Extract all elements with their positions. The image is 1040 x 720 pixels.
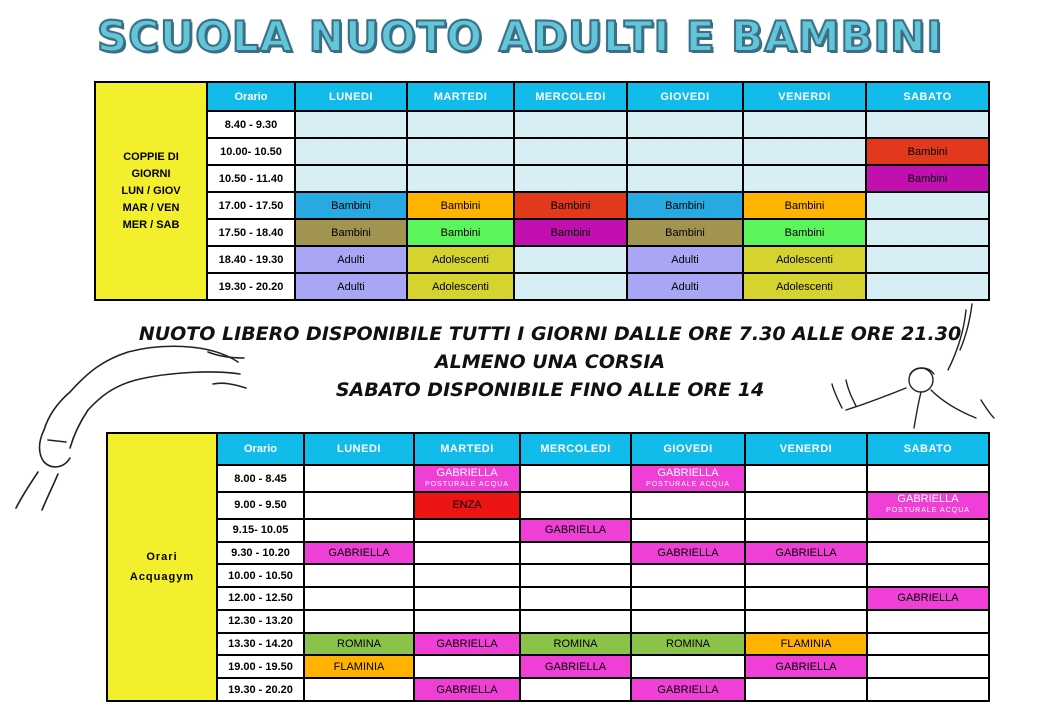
notice-line-1: NUOTO LIBERO DISPONIBILE TUTTI I GIORNI DALLE ORE 7.30 ALLE ORE 21.30 [138, 323, 962, 345]
class-label: Bambini [665, 199, 705, 212]
time-slot: 18.40 - 19.30 [207, 246, 295, 273]
class-label: Adulti [337, 280, 365, 293]
class-cell [407, 246, 514, 273]
schedule-row [107, 519, 989, 542]
class-cell [407, 219, 514, 246]
class-cell [520, 633, 631, 656]
empty-cell [631, 655, 745, 678]
swim-school-schedule-table [94, 81, 990, 301]
class-cell [866, 165, 989, 192]
empty-cell [304, 465, 414, 492]
empty-cell [304, 678, 414, 701]
empty-cell [743, 111, 866, 138]
column-header-day: MERCOLEDI [514, 82, 627, 111]
class-label: GABRIELLA [436, 637, 498, 650]
class-cell [514, 192, 627, 219]
time-slot: 12.30 - 13.20 [217, 610, 304, 633]
class-cell [514, 219, 627, 246]
empty-cell [867, 633, 989, 656]
class-label: GABRIELLA [436, 683, 498, 696]
empty-cell [304, 564, 414, 587]
class-label: Adulti [671, 280, 699, 293]
empty-cell [414, 610, 520, 633]
class-label: GABRIELLA [436, 466, 498, 479]
column-header-day: SABATO [867, 433, 989, 465]
empty-cell [514, 111, 627, 138]
class-cell [295, 273, 407, 300]
empty-cell [631, 519, 745, 542]
class-label: Bambini [440, 226, 481, 239]
empty-cell [414, 587, 520, 610]
empty-cell [866, 246, 989, 273]
empty-cell [514, 246, 627, 273]
schedule-row [95, 219, 989, 246]
empty-cell [745, 519, 867, 542]
class-label: Bambini [440, 199, 481, 212]
class-cell [627, 219, 743, 246]
empty-cell [304, 492, 414, 519]
column-header-day: VENERDI [745, 433, 867, 465]
class-cell [866, 138, 989, 165]
empty-cell [867, 519, 989, 542]
class-cell [631, 633, 745, 656]
schedule-row [107, 655, 989, 678]
class-label: GABRIELLA [657, 466, 719, 479]
empty-cell [866, 219, 989, 246]
column-header-day: LUNEDI [304, 433, 414, 465]
empty-cell [745, 564, 867, 587]
class-cell [414, 678, 520, 701]
class-cell [407, 273, 514, 300]
time-slot: 19.00 - 19.50 [217, 655, 304, 678]
column-header-day: MARTEDI [407, 82, 514, 111]
empty-cell [514, 165, 627, 192]
class-cell [743, 273, 866, 300]
empty-cell [520, 610, 631, 633]
class-label: Bambini [331, 199, 371, 212]
class-cell [295, 246, 407, 273]
schedule-row [107, 678, 989, 701]
group-label-line: GIORNI [131, 167, 171, 180]
class-cell [627, 192, 743, 219]
empty-cell [631, 587, 745, 610]
schedule-row [95, 165, 989, 192]
class-cell [295, 192, 407, 219]
empty-cell [867, 655, 989, 678]
group-label-line: Acquagym [129, 571, 195, 583]
class-cell [867, 587, 989, 610]
class-cell [304, 655, 414, 678]
class-label: GABRIELLA [657, 683, 719, 696]
column-header-time: Orario [207, 82, 295, 111]
schedule-row [95, 138, 989, 165]
class-label: Bambini [665, 226, 705, 239]
time-slot: 10.50 - 11.40 [207, 165, 295, 192]
empty-cell [414, 519, 520, 542]
class-cell [414, 492, 520, 519]
time-slot: 13.30 - 14.20 [217, 633, 304, 656]
class-label: GABRIELLA [657, 546, 719, 559]
empty-cell [867, 678, 989, 701]
time-slot: 12.00 - 12.50 [217, 587, 304, 610]
empty-cell [631, 492, 745, 519]
class-cell [631, 465, 745, 492]
empty-cell [304, 587, 414, 610]
class-label: ROMINA [337, 637, 381, 650]
schedule-row [107, 633, 989, 656]
empty-cell [295, 165, 407, 192]
empty-cell [866, 273, 989, 300]
class-sublabel: POSTURALE ACQUA [646, 480, 730, 488]
class-cell [743, 246, 866, 273]
group-label [107, 433, 217, 701]
notice-line-2: ALMENO UNA CORSIA [434, 351, 666, 373]
empty-cell [520, 564, 631, 587]
empty-cell [514, 273, 627, 300]
group-label-line: MER / SAB [122, 218, 180, 231]
time-slot: 10.00 - 10.50 [217, 564, 304, 587]
empty-cell [867, 465, 989, 492]
class-cell [627, 246, 743, 273]
empty-cell [520, 492, 631, 519]
class-label: Adolescenti [432, 253, 489, 266]
class-cell [743, 219, 866, 246]
class-sublabel: POSTURALE ACQUA [886, 507, 970, 515]
empty-cell [407, 165, 514, 192]
time-slot: 17.00 - 17.50 [207, 192, 295, 219]
empty-cell [867, 542, 989, 565]
schedule-row [107, 610, 989, 633]
empty-cell [631, 610, 745, 633]
class-label: GABRIELLA [775, 546, 837, 559]
aquagym-schedule-table [106, 432, 990, 702]
class-cell [745, 655, 867, 678]
empty-cell [745, 492, 867, 519]
class-label: Adolescenti [776, 280, 833, 293]
class-label: Bambini [784, 199, 825, 212]
column-header-time: Orario [217, 433, 304, 465]
column-header-day: MARTEDI [414, 433, 520, 465]
schedule-row [107, 587, 989, 610]
empty-cell [627, 111, 743, 138]
empty-cell [745, 610, 867, 633]
class-cell [414, 465, 520, 492]
class-cell [520, 655, 631, 678]
empty-cell [407, 111, 514, 138]
class-cell [407, 192, 514, 219]
empty-cell [295, 111, 407, 138]
empty-cell [866, 111, 989, 138]
class-label: Bambini [550, 199, 591, 212]
empty-cell [866, 192, 989, 219]
empty-cell [627, 138, 743, 165]
schedule-row [95, 111, 989, 138]
time-slot: 8.40 - 9.30 [207, 111, 295, 138]
class-cell [304, 633, 414, 656]
class-cell [414, 633, 520, 656]
class-cell [627, 273, 743, 300]
class-cell [743, 192, 866, 219]
class-sublabel: POSTURALE ACQUA [425, 480, 509, 488]
time-slot: 9.15- 10.05 [217, 519, 304, 542]
empty-cell [520, 587, 631, 610]
class-cell [745, 633, 867, 656]
notice-line-3: SABATO DISPONIBILE FINO ALLE ORE 14 [335, 379, 765, 401]
column-header-day: LUNEDI [295, 82, 407, 111]
empty-cell [631, 564, 745, 587]
class-cell [304, 542, 414, 565]
class-label: FLAMINIA [780, 637, 832, 650]
schedule-row [95, 246, 989, 273]
empty-cell [414, 655, 520, 678]
class-label: Adulti [337, 253, 365, 266]
time-slot: 10.00- 10.50 [207, 138, 295, 165]
group-label [95, 82, 207, 300]
schedule-row [107, 542, 989, 565]
column-header-day: GIOVEDI [631, 433, 745, 465]
column-header-day: VENERDI [743, 82, 866, 111]
empty-cell [867, 610, 989, 633]
class-cell [745, 542, 867, 565]
time-slot: 17.50 - 18.40 [207, 219, 295, 246]
schedule-row [107, 492, 989, 519]
class-cell [295, 219, 407, 246]
empty-cell [627, 165, 743, 192]
class-label: GABRIELLA [544, 524, 607, 537]
empty-cell [514, 138, 627, 165]
column-header-day: GIOVEDI [627, 82, 743, 111]
class-label: ROMINA [666, 637, 710, 650]
class-label: FLAMINIA [333, 660, 385, 673]
group-label-line: Orari [146, 551, 178, 563]
empty-cell [743, 138, 866, 165]
schedule-row [107, 465, 989, 492]
column-header-day: MERCOLEDI [520, 433, 631, 465]
schedule-row [95, 273, 989, 300]
class-label: Bambini [907, 172, 948, 185]
class-cell [520, 519, 631, 542]
class-cell [631, 678, 745, 701]
column-header-day: SABATO [866, 82, 989, 111]
schedule-row [95, 192, 989, 219]
class-label: ENZA [452, 499, 482, 512]
empty-cell [295, 138, 407, 165]
class-label: Bambini [907, 145, 948, 158]
empty-cell [745, 678, 867, 701]
empty-cell [867, 564, 989, 587]
time-slot: 9.30 - 10.20 [217, 542, 304, 565]
empty-cell [745, 587, 867, 610]
class-label: Bambini [331, 226, 371, 239]
empty-cell [743, 165, 866, 192]
time-slot: 9.00 - 9.50 [217, 492, 304, 519]
class-label: GABRIELLA [897, 592, 959, 605]
schedule-row [107, 564, 989, 587]
empty-cell [520, 542, 631, 565]
empty-cell [414, 564, 520, 587]
group-label-line: MAR / VEN [122, 201, 180, 214]
empty-cell [304, 519, 414, 542]
class-label: Adolescenti [432, 280, 489, 293]
class-label: Adulti [671, 253, 699, 266]
empty-cell [520, 465, 631, 492]
empty-cell [414, 542, 520, 565]
class-label: GABRIELLA [897, 493, 959, 506]
class-label: GABRIELLA [544, 660, 607, 673]
class-label: Adolescenti [776, 253, 833, 266]
empty-cell [745, 465, 867, 492]
group-label-line: COPPIE DI [123, 150, 179, 163]
group-label-line: LUN / GIOV [121, 184, 181, 197]
class-label: GABRIELLA [328, 546, 390, 559]
free-swim-notice [100, 320, 1000, 404]
page-title: SCUOLA NUOTO ADULTI E BAMBINI [97, 12, 943, 61]
time-slot: 8.00 - 8.45 [217, 465, 304, 492]
time-slot: 19.30 - 20.20 [207, 273, 295, 300]
class-cell [867, 492, 989, 519]
time-slot: 19.30 - 20.20 [217, 678, 304, 701]
class-label: Bambini [784, 226, 825, 239]
empty-cell [304, 610, 414, 633]
class-label: ROMINA [553, 637, 598, 650]
empty-cell [407, 138, 514, 165]
class-label: GABRIELLA [775, 660, 837, 673]
class-label: Bambini [550, 226, 591, 239]
empty-cell [520, 678, 631, 701]
class-cell [631, 542, 745, 565]
